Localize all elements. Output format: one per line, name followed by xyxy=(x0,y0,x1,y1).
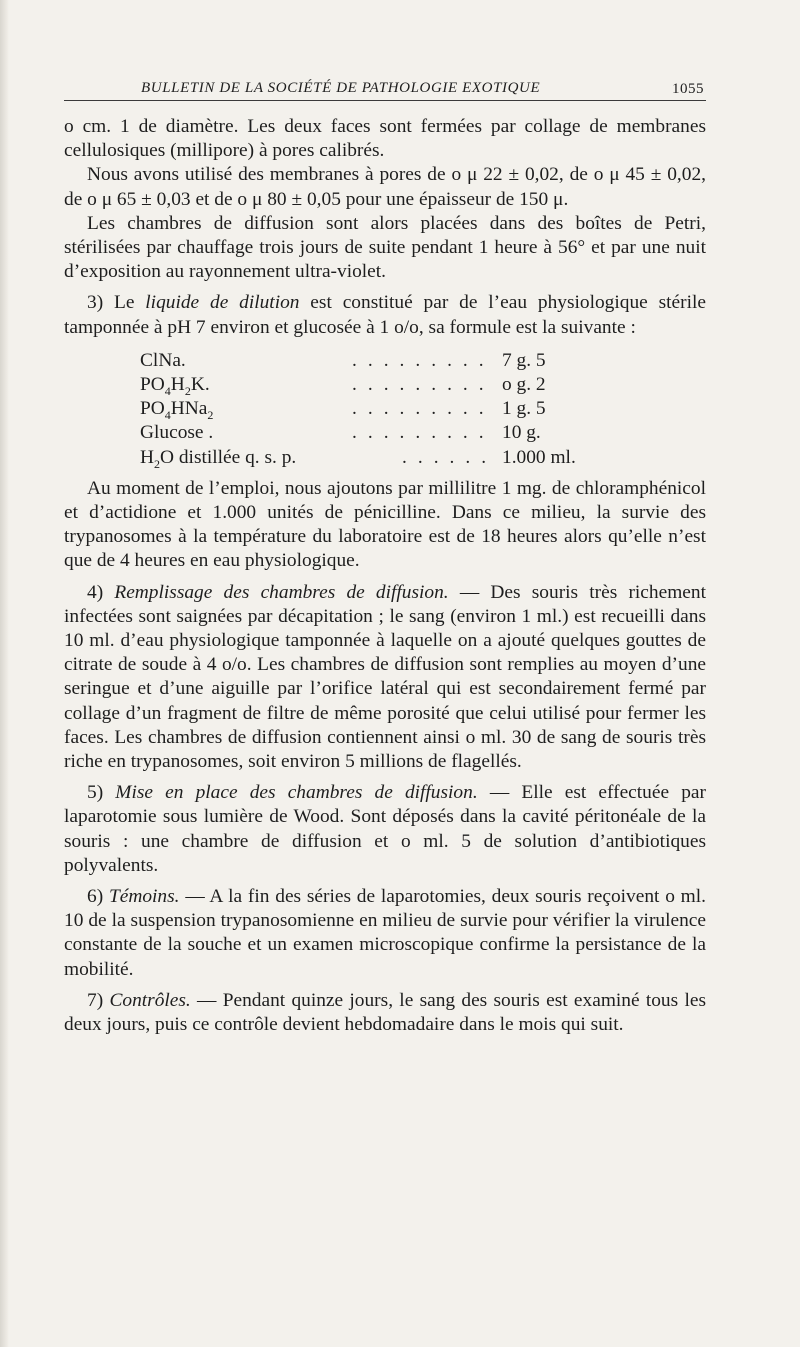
formula-row xyxy=(140,373,610,397)
formula-row xyxy=(140,349,610,373)
item-title: Témoins. xyxy=(108,886,180,908)
item-title: Contrôles. xyxy=(109,989,191,1011)
item-number: 3) Le xyxy=(87,292,146,314)
formula-table xyxy=(140,349,610,470)
item-text: est constitué par de l’eau physiologique stérile tamponnée à pH 7 environ et glucosée à 1 o/o, sa formule est la suivante : xyxy=(64,292,706,338)
formula-quantity: 7 g. 5 xyxy=(502,349,546,371)
leader-dots: ...... xyxy=(402,446,498,468)
paragraph-5-placement xyxy=(64,781,706,878)
paragraph-7-checks xyxy=(64,989,706,1037)
paragraph-3-dilution-liquid xyxy=(64,291,706,339)
paragraph-5: Au moment de l’emploi, nous ajoutons par millilitre 1 mg. de chloramphénicol et d’actidione et 1.000 unités de pénicilline. Dans ce milieu, la survie des trypanosomes à la température du laboratoire est de 18 heures alors qu’elle n’est que de 4 heures en eau physiologique. xyxy=(64,477,706,572)
page-number: 1055 xyxy=(672,81,704,97)
item-title: Mise en place des chambres de diffusion. xyxy=(115,782,478,804)
formula-quantity: 1.000 ml. xyxy=(502,446,576,468)
item-number: 7) xyxy=(87,989,110,1011)
item-text: — Pendant quinze jours, le sang des souris est examiné tous les deux jours, puis ce contrôle devient hebdomadaire dans le mois qui suit. xyxy=(64,989,706,1036)
formula-quantity: o g. 2 xyxy=(502,374,546,396)
item-number: 5) xyxy=(87,782,116,804)
formula-quantity: 10 g. xyxy=(502,422,541,444)
paragraph-3: Les chambres de diffusion sont alors placées dans des boîtes de Petri, stérilisées par chauffage trois jours de suite pendant 1 heure à 56° et par une nuit d’exposition au rayonnement ultra-violet. xyxy=(64,212,706,283)
item-number: 4) xyxy=(87,581,115,603)
paragraph-2: Nous avons utilisé des membranes à pores de o μ 22 ± 0,02, de o μ 45 ± 0,02, de o μ 65 ± 0,03 et de o μ 80 ± 0,05 pour une épaisseur de 150 μ. xyxy=(64,164,706,210)
running-header xyxy=(64,72,706,101)
formula-ingredient: Glucose . xyxy=(140,422,214,444)
item-text: — A la fin des séries de laparotomies, deux souris reçoivent o ml. 10 de la suspension trypanosomienne en milieu de survie pour vérifier la virulence constante de la souche et un examen microscopique confirme la persistance de la mobilité. xyxy=(64,886,706,980)
item-title: liquide de dilution xyxy=(145,292,300,314)
formula-quantity: 1 g. 5 xyxy=(502,398,546,420)
body-text xyxy=(64,115,706,1037)
leader-dots: ......... xyxy=(352,374,495,396)
leader-dots: ......... xyxy=(352,349,495,371)
formula-ingredient: ClNa. xyxy=(140,349,186,371)
formula-row xyxy=(140,421,610,445)
paragraph-6-controls xyxy=(64,885,706,982)
paragraph-4-filling xyxy=(64,581,706,775)
running-title: BULLETIN DE LA SOCIÉTÉ DE PATHOLOGIE EXOTIQUE xyxy=(141,80,541,96)
item-title: Remplissage des chambres de diffusion. xyxy=(114,581,449,603)
formula-row xyxy=(140,446,610,470)
formula-ingredient: $PO_4HNa_2$ xyxy=(140,398,214,422)
item-text: — Elle est effectuée par laparotomie sous lumière de Wood. Sont déposés dans la cavité péritonéale de la souris : une chambre de diffusion et o ml. 5 de solution d’antibiotiques polyvalents. xyxy=(64,782,706,876)
formula-ingredient: $H_2O$ distillée q. s. p. xyxy=(140,446,297,470)
formula-row xyxy=(140,397,610,421)
leader-dots: ......... xyxy=(352,422,495,444)
item-text: — Des souris très richement infectées sont saignées par décapitation ; le sang (environ 1 ml.) est recueilli dans 10 ml. d’eau physiologique tamponnée à laquelle on a ajouté quelques gouttes de citrate de soude à 4 o/o. Les chambres de diffusion sont remplies au moyen d’une seringue et d’une aiguille par l’orifice latéral qui est secondairement fermé par collage d’un fragment de filtre de même porosité que celui utilisé pour fermer les faces. Les chambres de diffusion contiennent ainsi o ml. 30 de sang de souris très riche en trypanosomes, soit environ 5 millions de flagellés. xyxy=(64,581,706,772)
leader-dots: ......... xyxy=(352,398,495,420)
paragraph-1: o cm. 1 de diamètre. Les deux faces sont fermées par collage de membranes cellulosiques (millipore) à pores calibrés. xyxy=(64,116,706,162)
formula-ingredient: $PO_4H_2K$. xyxy=(140,374,210,398)
document-page xyxy=(64,72,706,1037)
page-spine-shadow xyxy=(0,0,9,1347)
item-number: 6) xyxy=(87,886,109,908)
